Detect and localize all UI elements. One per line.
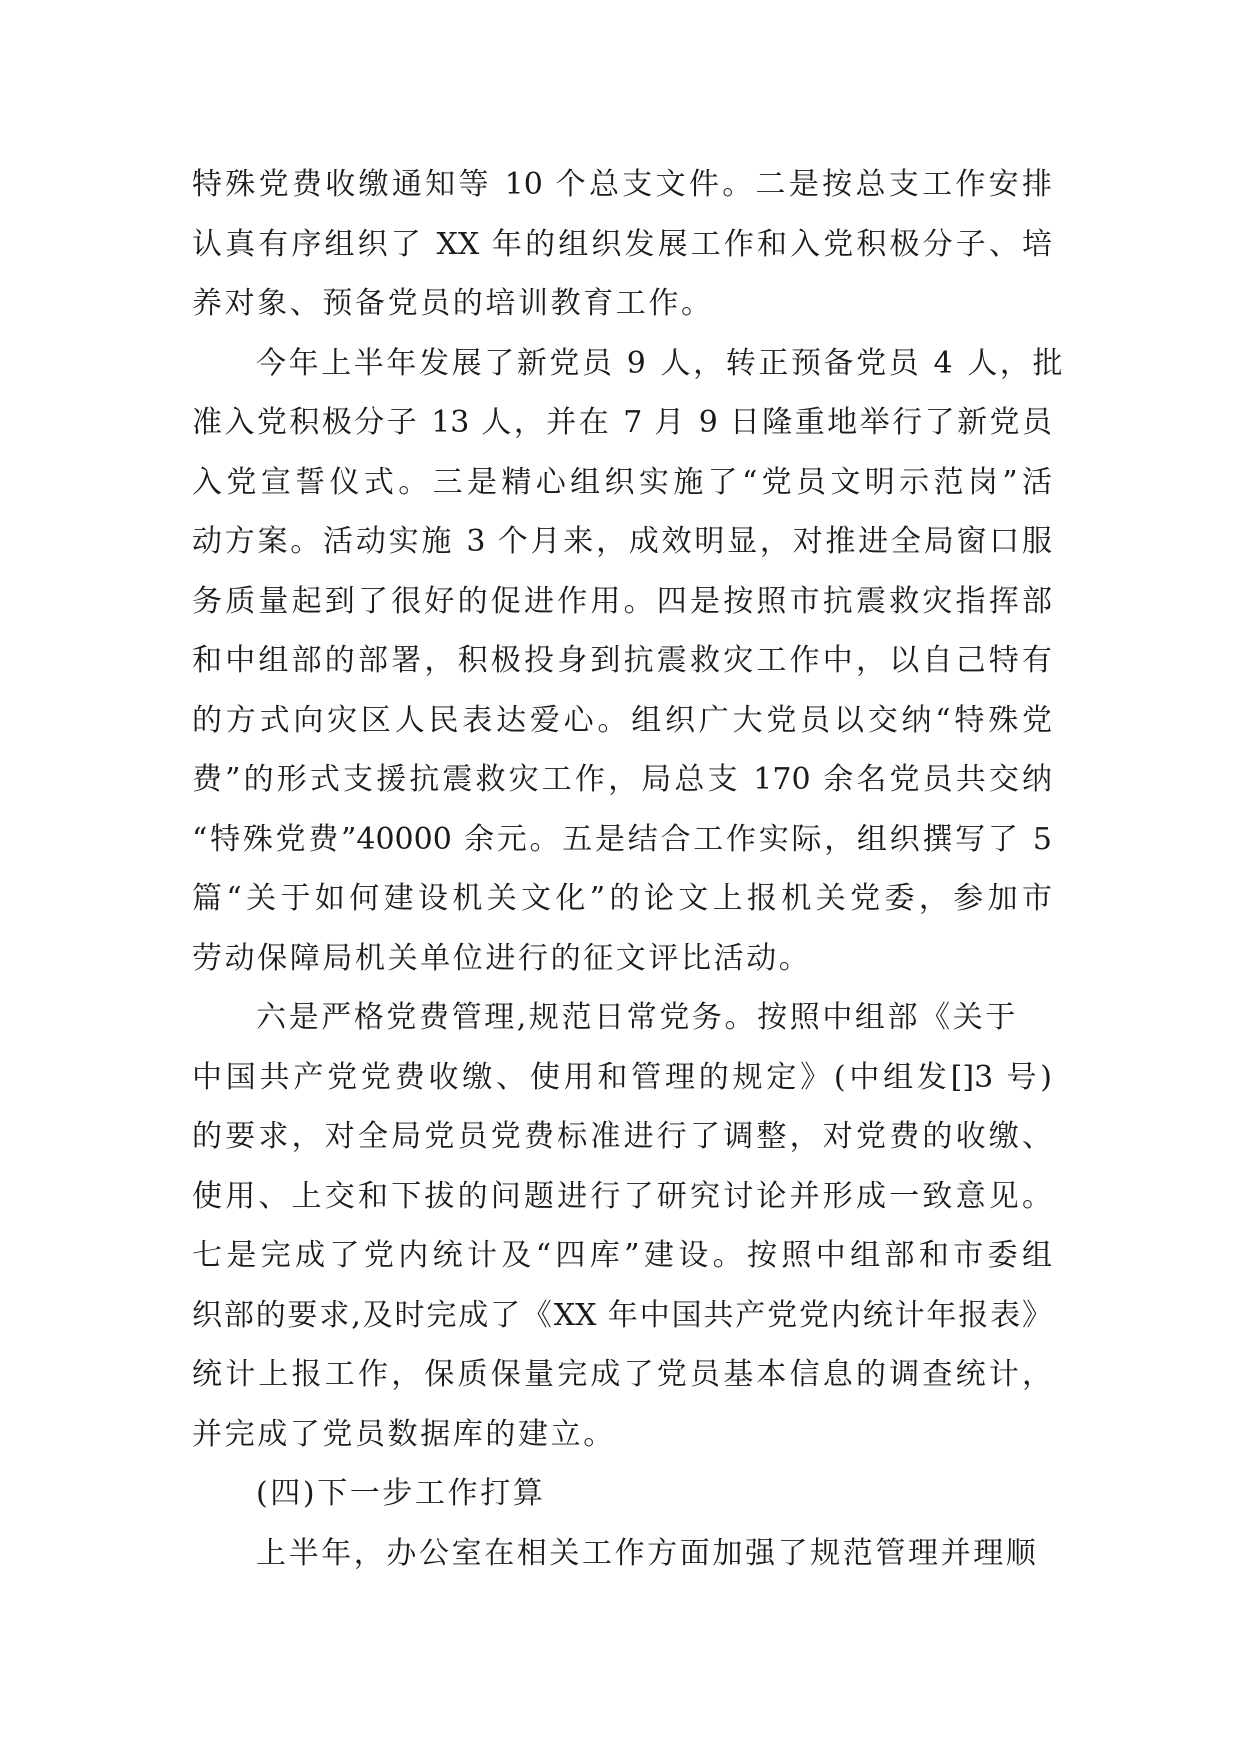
text-line: 准入党积极分子 13 人，并在 7 月 9 日隆重地举行了新党员 xyxy=(192,405,1052,440)
text-line: 统计上报工作，保质保量完成了党员基本信息的调查统计， xyxy=(192,1357,1052,1392)
text-line: 劳动保障局机关单位进行的征文评比活动。 xyxy=(192,940,812,976)
text-line: 务质量起到了很好的促进作用。四是按照市抗震救灾指挥部 xyxy=(192,583,1052,619)
text-line: 费”的形式支援抗震救灾工作，局总支 170 余名党员共交纳 xyxy=(192,762,1052,797)
text-line: 使用、上交和下拔的问题进行了研究讨论并形成一致意见。 xyxy=(192,1178,1052,1214)
section-heading: (四)下一步工作打算 xyxy=(256,1476,546,1511)
text-line: 动方案。活动实施 3 个月来，成效明显，对推进全局窗口服 xyxy=(192,524,1052,559)
text-line: 织部的要求,及时完成了《XX 年中国共产党党内统计年报表》 xyxy=(192,1297,1052,1333)
paragraph-first-line: 今年上半年发展了新党员 9 人，转正预备党员 4 人，批 xyxy=(256,345,1066,381)
paragraph-first-line: 六是严格党费管理,规范日常党务。按照中组部《关于 xyxy=(256,1000,1018,1035)
text-line: 的方式向灾区人民表达爱心。组织广大党员以交纳“特殊党 xyxy=(192,702,1052,738)
paragraph-first-line: 上半年，办公室在相关工作方面加强了规范管理并理顺 xyxy=(256,1535,1039,1571)
text-line: 养对象、预备党员的培训教育工作。 xyxy=(192,286,714,321)
text-line: 认真有序组织了 XX 年的组织发展工作和入党积极分子、培 xyxy=(192,226,1052,262)
text-line: 的要求，对全局党员党费标准进行了调整，对党费的收缴、 xyxy=(192,1119,1052,1154)
text-line: 并完成了党员数据库的建立。 xyxy=(192,1416,616,1452)
body-text xyxy=(192,155,1066,1583)
text-line: 和中组部的部署，积极投身到抗震救灾工作中，以自己特有 xyxy=(192,643,1052,678)
text-line: “特殊党费”40000 余元。五是结合工作实际，组织撰写了 5 xyxy=(192,821,1052,857)
text-line: 七是完成了党内统计及“四库”建设。按照中组部和市委组 xyxy=(192,1238,1052,1273)
text-line: 中国共产党党费收缴、使用和管理的规定》(中组发[]3 号) xyxy=(192,1059,1052,1095)
text-line: 篇“关于如何建设机关文化”的论文上报机关党委，参加市 xyxy=(192,881,1052,916)
text-line: 特殊党费收缴通知等 10 个总支文件。二是按总支工作安排 xyxy=(192,167,1052,202)
text-line: 入党宣誓仪式。三是精心组织实施了“党员文明示范岗”活 xyxy=(192,464,1052,500)
